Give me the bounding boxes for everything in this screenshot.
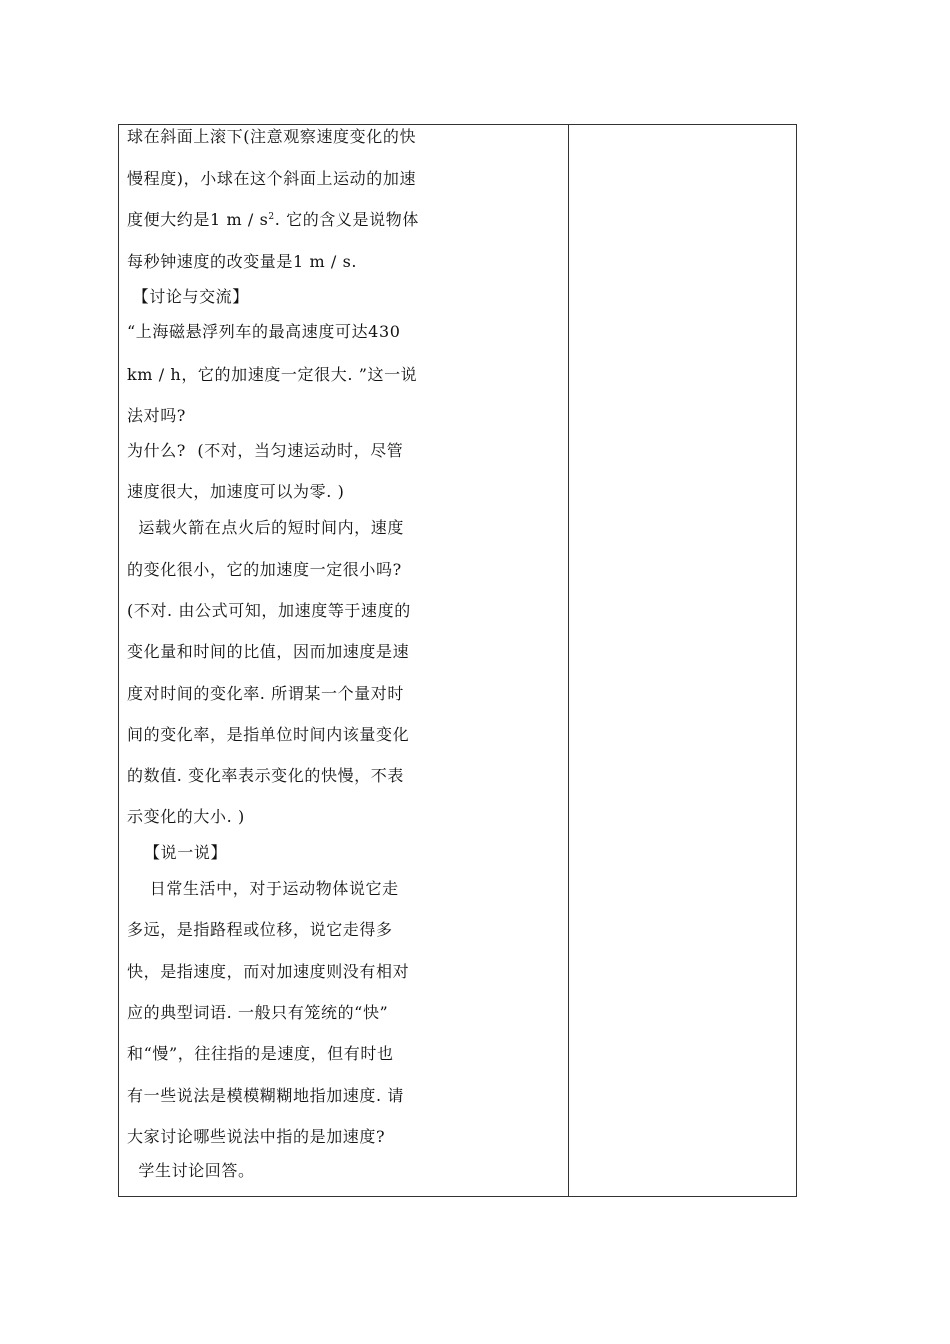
text-line: 大家讨论哪些说法中指的是加速度? <box>127 1127 386 1146</box>
text-line: 的变化很小，它的加速度一定很小吗? <box>127 560 402 579</box>
text-line: 间的变化率，是指单位时间内该量变化 <box>127 725 410 744</box>
text-line: 度对时间的变化率. 所谓某一个量对时 <box>127 684 404 703</box>
superscript: 2 <box>268 212 275 222</box>
text-line: 球在斜面上滚下(注意观察速度变化的快 <box>127 127 417 146</box>
text-line: 速度很大，加速度可以为零. ) <box>127 482 345 501</box>
section-heading-discussion: 【讨论与交流】 <box>127 287 249 306</box>
text-line: 快，是指速度，而对加速度则没有相对 <box>127 962 410 981</box>
text-line <box>127 210 419 230</box>
text-line: km / h，它的加速度一定很大. ”这一说 <box>127 365 418 384</box>
text-line: 的数值. 变化率表示变化的快慢，不表 <box>127 766 404 785</box>
text-line: 示变化的大小. ) <box>127 807 245 826</box>
right-notes-cell <box>569 125 796 1196</box>
text-line: 有一些说法是模模糊糊地指加速度. 请 <box>127 1086 404 1105</box>
text-line: 每秒钟速度的改变量是1 m / s. <box>127 252 358 271</box>
text-line: 变化量和时间的比值，因而加速度是速 <box>127 642 410 661</box>
section-heading-talk: 【说一说】 <box>127 843 228 862</box>
text-segment: . 它的含义是说物体 <box>274 210 419 229</box>
text-line: 学生讨论回答。 <box>127 1161 255 1180</box>
text-line: 法对吗? <box>127 406 186 425</box>
text-line: 为什么? (不对，当匀速运动时，尽管 <box>127 441 404 460</box>
text-line: 日常生活中，对于运动物体说它走 <box>127 879 399 898</box>
text-line: (不对. 由公式可知，加速度等于速度的 <box>127 601 411 620</box>
text-line: 和“慢”，往往指的是速度，但有时也 <box>127 1044 394 1063</box>
text-segment: 度便大约是1 m / s <box>127 210 269 229</box>
text-line: 运载火箭在点火后的短时间内，速度 <box>127 518 404 537</box>
text-line: “上海磁悬浮列车的最高速度可达430 <box>127 322 401 341</box>
text-line: 应的典型词语. 一般只有笼统的“快” <box>127 1003 389 1022</box>
text-line: 多远，是指路程或位移，说它走得多 <box>127 920 393 939</box>
text-line: 慢程度)，小球在这个斜面上运动的加速 <box>127 169 417 188</box>
